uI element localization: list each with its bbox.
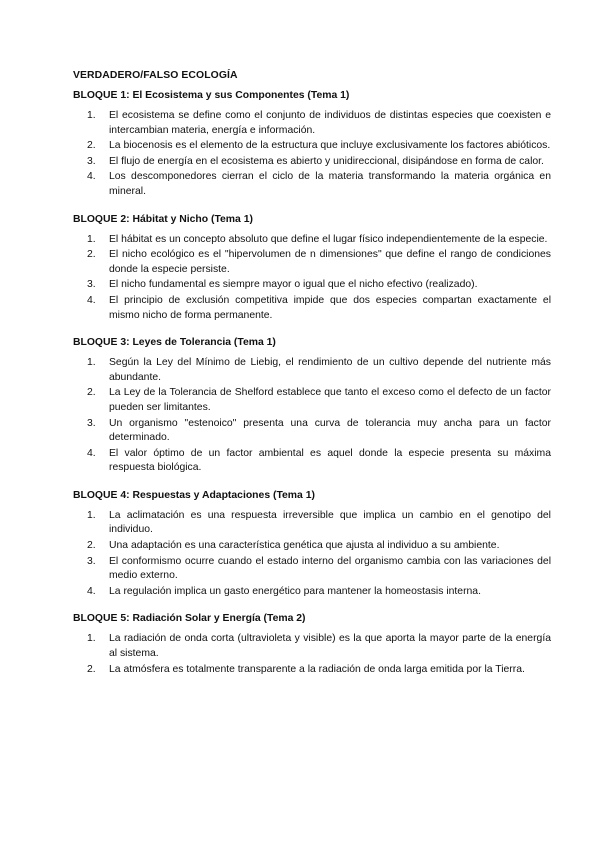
statement-text: La regulación implica un gasto energético para mantener la homeostasis interna. (109, 585, 481, 597)
statement-number: 1. (87, 633, 96, 645)
statement-item (73, 417, 551, 446)
statement-number: 1. (87, 357, 96, 369)
block-3 (73, 337, 551, 476)
statement-text: La Ley de la Tolerancia de Shelford establece que tanto el exceso como el defecto de un factor pueden ser limitantes. (109, 387, 551, 413)
statement-number: 4. (87, 447, 96, 459)
statement-item (73, 248, 551, 277)
statement-item (73, 139, 551, 154)
statement-item (73, 585, 551, 600)
statement-number: 1. (87, 110, 96, 121)
statement-item (73, 386, 551, 415)
statement-list (73, 632, 551, 677)
statement-number: 4. (87, 171, 96, 183)
statement-text: El valor óptimo de un factor ambiental es aquel donde la especie presenta su máxima respuesta biológica. (109, 447, 551, 474)
statement-list (73, 356, 551, 476)
block-4 (73, 490, 551, 600)
statement-item (73, 663, 551, 678)
block-2 (73, 214, 551, 324)
statement-number: 4. (87, 585, 96, 597)
statement-number: 2. (87, 540, 96, 552)
block-title: BLOQUE 5: Radiación Solar y Energía (Tema 2) (73, 613, 306, 625)
block-5 (73, 613, 551, 677)
statement-number: 2. (87, 387, 96, 399)
statement-item (73, 632, 551, 661)
statement-text: Un organismo "estenoico" presenta una curva de tolerancia muy ancha para un factor determinado. (109, 417, 551, 444)
statement-list (73, 509, 551, 600)
block-title: BLOQUE 3: Leyes de Tolerancia (Tema 1) (73, 337, 276, 349)
statement-number: 1. (87, 233, 96, 245)
statement-text: El principio de exclusión competitiva impide que dos especies compartan exactamente el mismo nicho de forma permanente. (109, 294, 551, 321)
statement-item (73, 447, 551, 476)
statement-number: 1. (87, 509, 96, 521)
statement-text: Los descomponedores cierran el ciclo de la materia transformando la materia orgánica en mineral. (109, 171, 551, 197)
statement-number: 3. (87, 417, 96, 429)
block-1 (73, 90, 551, 200)
statement-item (73, 233, 551, 248)
statement-list (73, 233, 551, 324)
blocks-container (73, 90, 551, 677)
statement-text: Una adaptación es una característica genética que ajusta al individuo a su ambiente. (109, 540, 500, 552)
block-title: BLOQUE 1: El Ecosistema y sus Componentes (Tema 1) (73, 90, 350, 101)
statement-item (73, 356, 551, 385)
block-title: BLOQUE 2: Hábitat y Nicho (Tema 1) (73, 213, 253, 225)
statement-item (73, 155, 551, 170)
statement-number: 2. (87, 663, 96, 675)
statement-text: La radiación de onda corta (ultravioleta y visible) es la que aporta la mayor parte de la energía al sistema. (109, 633, 551, 660)
statement-number: 4. (87, 294, 96, 306)
statement-number: 3. (87, 155, 96, 167)
statement-item (73, 109, 551, 138)
statement-item (73, 555, 551, 584)
statement-number: 3. (87, 279, 96, 291)
statement-number: 2. (87, 249, 96, 261)
statement-text: El hábitat es un concepto absoluto que define el lugar físico independientemente de la especie. (109, 233, 548, 245)
block-title: BLOQUE 4: Respuestas y Adaptaciones (Tema 1) (73, 489, 315, 501)
statement-text: El ecosistema se define como el conjunto de individuos de distintas especies que coexisten e intercambian materia, energía e información. (109, 110, 551, 136)
statement-text: El flujo de energía en el ecosistema es abierto y unidireccional, disipándose en forma de calor. (109, 155, 544, 167)
statement-list (73, 109, 551, 200)
document-title: VERDADERO/FALSO ECOLOGÍA (73, 70, 238, 81)
statement-item (73, 278, 551, 293)
statement-text: La aclimatación es una respuesta irreversible que implica un cambio en el genotipo del individuo. (109, 509, 551, 536)
statement-text: El conformismo ocurre cuando el estado interno del organismo cambia con las variaciones del medio externo. (109, 555, 551, 582)
statement-item (73, 170, 551, 199)
statement-item (73, 294, 551, 323)
statement-text: El nicho ecológico es el "hipervolumen de n dimensiones" que define el rango de condiciones donde la especie persiste. (109, 249, 551, 275)
statement-item (73, 509, 551, 538)
statement-number: 3. (87, 555, 96, 567)
statement-text: Según la Ley del Mínimo de Liebig, el rendimiento de un cultivo depende del nutriente más abundante. (109, 357, 551, 383)
statement-text: La biocenosis es el elemento de la estructura que incluye exclusivamente los factores abióticos. (109, 140, 551, 152)
statement-number: 2. (87, 140, 96, 152)
document-page (73, 70, 551, 691)
statement-item (73, 539, 551, 554)
statement-text: La atmósfera es totalmente transparente a la radiación de onda larga emitida por la Tierra. (109, 663, 525, 675)
statement-text: El nicho fundamental es siempre mayor o igual que el nicho efectivo (realizado). (109, 279, 478, 291)
